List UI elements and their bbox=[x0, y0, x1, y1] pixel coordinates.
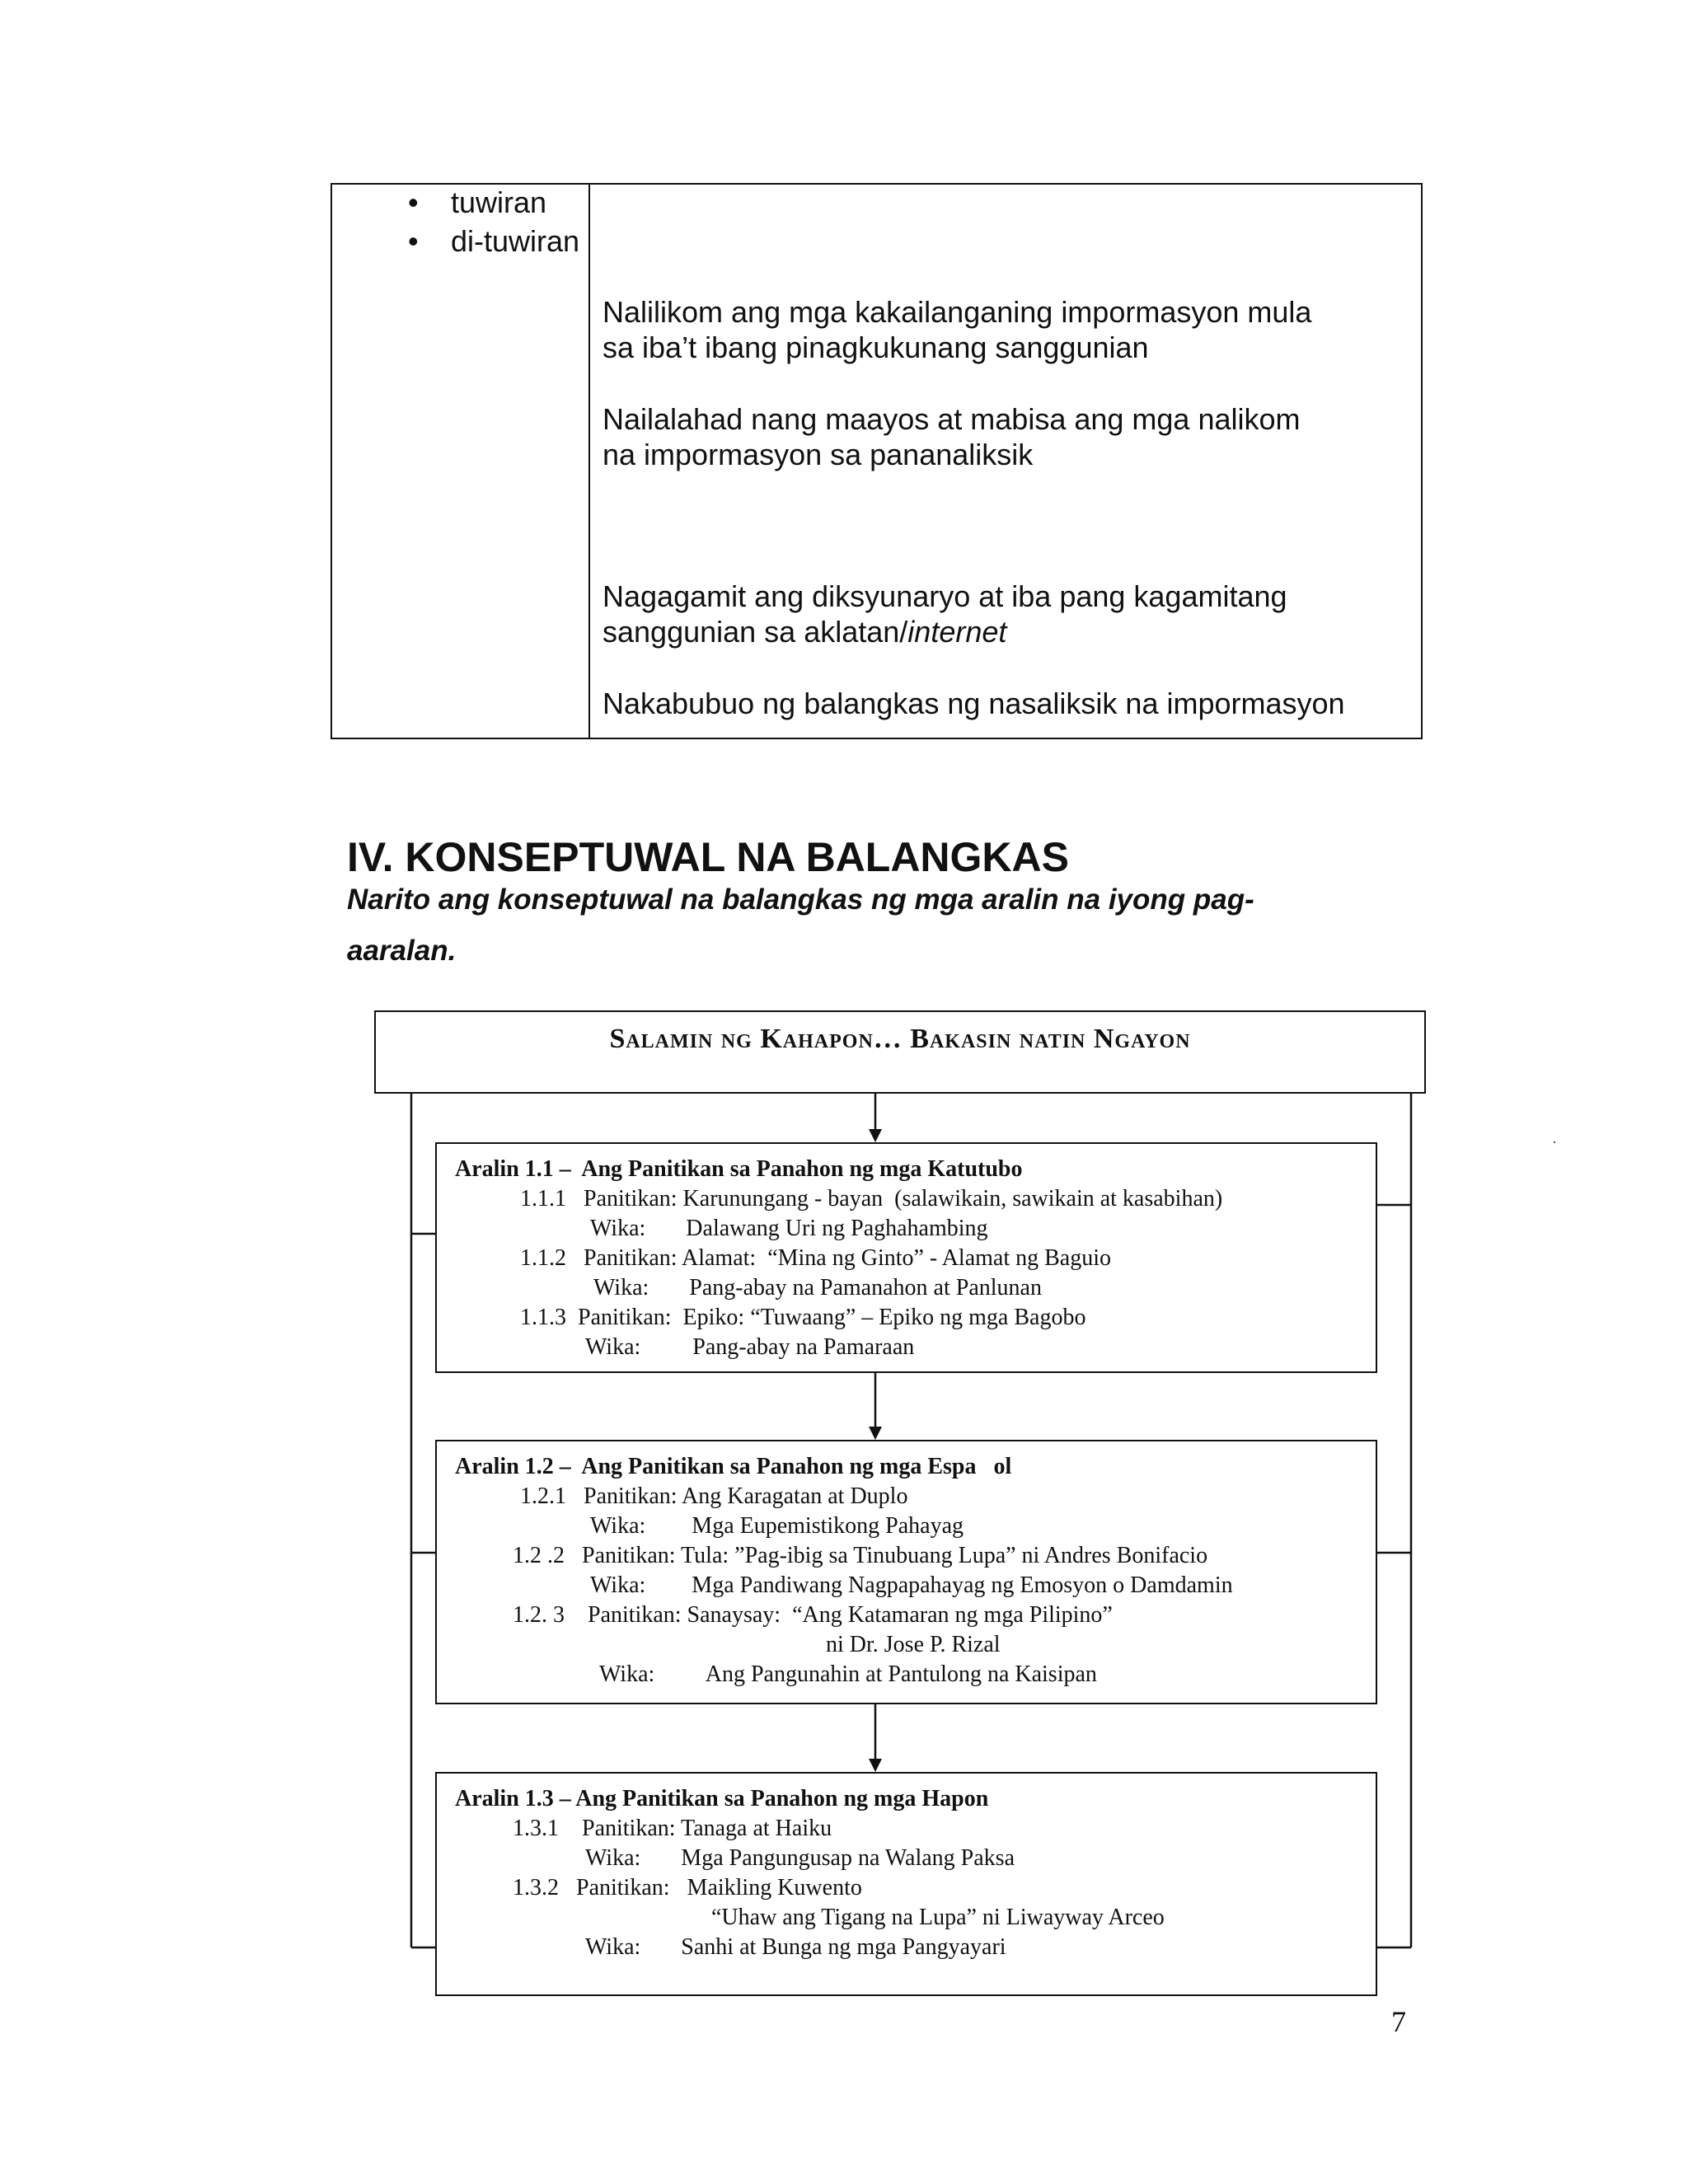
arrow-down-icon bbox=[869, 1129, 882, 1142]
lesson-box-1-2 bbox=[435, 1440, 1377, 1704]
section-subtitle-continued: aaralan. bbox=[347, 935, 457, 967]
framework-title-box bbox=[374, 1010, 1426, 1094]
arrow-down-icon bbox=[869, 1427, 882, 1440]
lesson-title: Aralin 1.3 – Ang Panitikan sa Panahon ng mga Hapon bbox=[455, 1786, 989, 1811]
lesson-line: Wika: Mga Pangungusap na Walang Paksa bbox=[585, 1845, 1015, 1871]
lesson-line: 1.1.2 Panitikan: Alamat: “Mina ng Ginto” - Alamat ng Baguio bbox=[520, 1245, 1112, 1271]
lesson-line: 1.3.2 Panitikan: Maikling Kuwento bbox=[513, 1875, 862, 1900]
section-subtitle: Narito ang konseptuwal na balangkas ng mga aralin na iyong pag- bbox=[347, 883, 1254, 916]
lesson-line: ni Dr. Jose P. Rizal bbox=[826, 1632, 1001, 1657]
table-column-divider bbox=[588, 185, 590, 738]
competency-paragraph: Nakabubuo ng balangkas ng nasaliksik na impormasyon bbox=[603, 687, 1345, 720]
lesson-line: 1.2.1 Panitikan: Ang Karagatan at Duplo bbox=[520, 1483, 908, 1509]
lesson-title: Aralin 1.1 – Ang Panitikan sa Panahon ng mga Katutubo bbox=[455, 1156, 1023, 1182]
lesson-line: 1.1.3 Panitikan: Epiko: “Tuwaang” – Epiko ng mga Bagobo bbox=[520, 1305, 1086, 1330]
lesson-box-1-3 bbox=[435, 1772, 1377, 1996]
lesson-line: 1.3.1 Panitikan: Tanaga at Haiku bbox=[513, 1816, 832, 1841]
competency-paragraph: Nailalahad nang maayos at mabisa ang mga nalikom na impormasyon sa pananaliksik bbox=[603, 402, 1301, 471]
bullet-item: • di-tuwiran bbox=[408, 224, 580, 258]
lesson-line: 1.1.1 Panitikan: Karunungang - bayan (salawikain, sawikain at kasabihan) bbox=[520, 1186, 1223, 1212]
competency-paragraph: Nalilikom ang mga kakailanganing impormasyon mula sa iba’t ibang pinagkukunang sanggunian bbox=[603, 295, 1312, 364]
arrow-down-icon bbox=[869, 1759, 882, 1772]
bullet-icon: • bbox=[408, 185, 419, 219]
lesson-line: Wika: Mga Eupemistikong Pahayag bbox=[590, 1513, 964, 1539]
lesson-line: Wika: Pang-abay na Pamanahon at Panlunan bbox=[593, 1275, 1042, 1301]
bullet-icon: • bbox=[408, 224, 419, 258]
lesson-title: Aralin 1.2 – Ang Panitikan sa Panahon ng mga Espa ol bbox=[455, 1454, 1012, 1479]
lesson-line: 1.2 .2 Panitikan: Tula: ”Pag-ibig sa Tinubuang Lupa” ni Andres Bonifacio bbox=[513, 1543, 1208, 1568]
lesson-line: 1.2. 3 Panitikan: Sanaysay: “Ang Katamaran ng mga Pilipino” bbox=[513, 1602, 1113, 1628]
lesson-line: Wika: Dalawang Uri ng Paghahambing bbox=[590, 1216, 988, 1241]
lesson-line: Wika: Mga Pandiwang Nagpapahayag ng Emosyon o Damdamin bbox=[590, 1572, 1233, 1598]
lesson-line: “Uhaw ang Tigang na Lupa” ni Liwayway Arceo bbox=[711, 1905, 1165, 1930]
lesson-line: Wika: Sanhi at Bunga ng mga Pangyayari bbox=[585, 1934, 1006, 1960]
lesson-line: Wika: Ang Pangunahin at Pantulong na Kaisipan bbox=[599, 1661, 1097, 1687]
page-number: 7 bbox=[1391, 2005, 1406, 2038]
framework-title: Salamin ng Kahapon… Bakasin natin Ngayon bbox=[609, 1024, 1191, 1054]
section-title: IV. KONSEPTUWAL NA BALANGKAS bbox=[347, 834, 1070, 880]
lesson-box-1-1 bbox=[435, 1142, 1377, 1373]
lesson-line: Wika: Pang-abay na Pamaraan bbox=[585, 1334, 915, 1360]
competency-paragraph: Nagagamit ang diksyunaryo at iba pang kagamitang sanggunian sa aklatan/internet bbox=[603, 579, 1287, 649]
bullet-item: • tuwiran bbox=[408, 185, 547, 219]
